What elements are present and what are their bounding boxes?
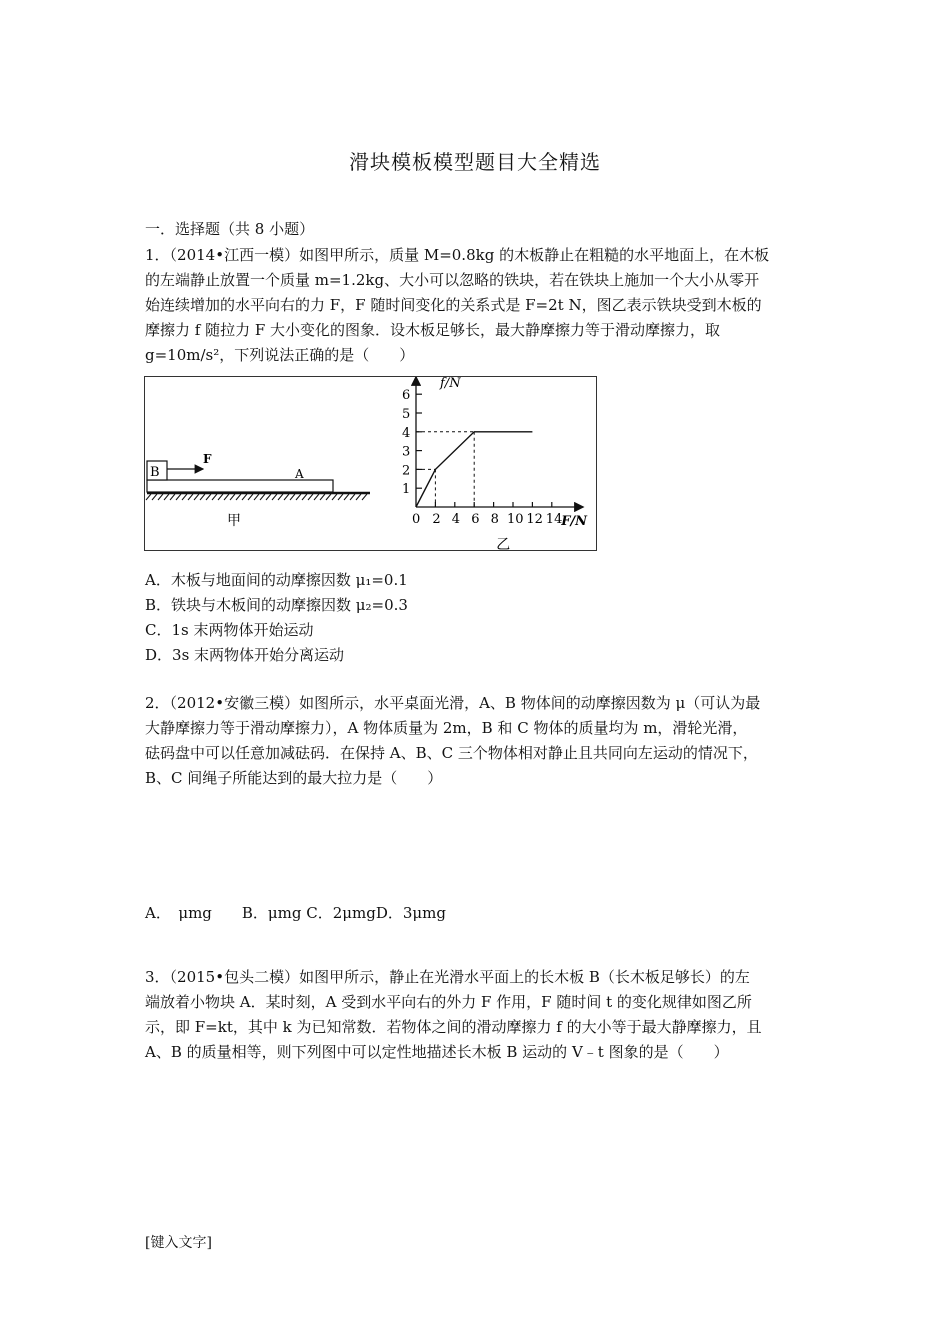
q3-line: 端放着小物块 A．某时刻，A 受到水平向右的外力 F 作用，F 随时间 t 的变化规律如图乙所: [145, 993, 752, 1011]
q1-line: 摩擦力 f 随拉力 F 大小变化的图象．设木板足够长，最大静摩擦力等于滑动摩擦力，取: [145, 321, 721, 339]
hatch-mark: [182, 494, 187, 500]
q1-option-c: C．1s 末两物体开始运动: [145, 621, 314, 639]
x-axis-label: F/N: [561, 514, 588, 529]
hatch-mark: [344, 494, 349, 500]
ground-hatch: [146, 494, 367, 500]
q2-line: 2．（2012•安徽三模）如图所示，水平桌面光滑，A、B 物体间的动摩擦因数为 μ（可认为最: [145, 694, 761, 712]
hatch-mark: [356, 494, 361, 500]
y-tick-label: 6: [402, 388, 411, 404]
y-tick-label: 3: [402, 444, 411, 460]
hatch-mark: [314, 494, 319, 500]
hatch-mark: [272, 494, 277, 500]
q3-line: 示，即 F=kt，其中 k 为已知常数．若物体之间的滑动摩擦力 f 的大小等于最大静摩擦力，且: [145, 1018, 762, 1036]
origin-label: 0: [412, 512, 421, 527]
q1-line: 的左端静止放置一个质量 m=1.2kg、大小可以忽略的铁块，若在铁块上施加一个大小从零开: [145, 271, 760, 289]
page-title: 滑块模板模型题目大全精选: [349, 150, 601, 174]
q2-line: B、C 间绳子所能达到的最大拉力是（ ）: [145, 769, 443, 787]
q2-options: A． μmg B．μmg C．2μmgD．3μmg: [145, 904, 447, 922]
y-tick-label: 4: [402, 425, 411, 441]
hatch-mark: [362, 494, 367, 500]
q3-line: A、B 的质量相等，则下列图中可以定性地描述长木板 B 运动的 V﹣t 图象的是（ ）: [145, 1043, 729, 1061]
hatch-mark: [248, 494, 253, 500]
q1-line: 1．（2014•江西一模）如图甲所示，质量 M=0.8kg 的木板静止在粗糙的水平地面上，在木板: [145, 246, 770, 264]
q1-figure-svg: [145, 377, 598, 552]
x-tick-label: 14: [545, 512, 563, 527]
hatch-mark: [206, 494, 211, 500]
wooden-board: [147, 480, 333, 492]
hatch-mark: [218, 494, 223, 500]
hatch-mark: [164, 494, 169, 500]
y-tick-label: 2: [402, 463, 411, 479]
hatch-mark: [200, 494, 205, 500]
hatch-mark: [152, 494, 157, 500]
q1-figure: [144, 376, 597, 551]
hatch-mark: [176, 494, 181, 500]
block-a-label: A: [295, 467, 304, 481]
friction-chart: [402, 377, 588, 552]
hatch-mark: [236, 494, 241, 500]
hatch-mark: [242, 494, 247, 500]
hatch-mark: [254, 494, 259, 500]
force-label: F: [203, 452, 212, 466]
x-tick-label: 6: [471, 512, 480, 527]
hatch-mark: [158, 494, 163, 500]
hatch-mark: [290, 494, 295, 500]
q3-line: 3．（2015•包头二模）如图甲所示，静止在光滑水平面上的长木板 B（长木板足够长）的左: [145, 968, 750, 986]
q1-option-b: B．铁块与木板间的动摩擦因数 μ₂=0.3: [145, 596, 408, 614]
y-axis-label: f/N: [440, 377, 461, 391]
hatch-mark: [302, 494, 307, 500]
q1-line: g=10m/s²，下列说法正确的是（ ）: [145, 346, 415, 364]
hatch-mark: [170, 494, 175, 500]
block-b-label: B: [150, 465, 160, 480]
y-tick-label: 1: [402, 482, 411, 498]
hatch-mark: [296, 494, 301, 500]
hatch-mark: [194, 494, 199, 500]
hatch-mark: [320, 494, 325, 500]
footer-placeholder: [键入文字]: [145, 1235, 212, 1251]
hatch-mark: [326, 494, 331, 500]
fig-jia-label: 甲: [227, 513, 241, 529]
q1-option-d: D．3s 末两物体开始分离运动: [145, 646, 345, 664]
fig-yi-label: 乙: [496, 537, 511, 552]
hatch-mark: [260, 494, 265, 500]
hatch-mark: [284, 494, 289, 500]
q2-line: 砝码盘中可以任意加减砝码．在保持 A、B、C 三个物体相对静止且共同向左运动的情况下，: [145, 744, 758, 762]
q2-line: 大静摩擦力等于滑动摩擦力），A 物体质量为 2m，B 和 C 物体的质量均为 m，滑轮光滑，: [145, 719, 748, 737]
x-tick-label: 4: [451, 512, 461, 527]
hatch-mark: [350, 494, 355, 500]
setup-diagram: [146, 452, 370, 529]
hatch-mark: [230, 494, 235, 500]
hatch-mark: [212, 494, 217, 500]
x-tick-label: 10: [507, 512, 524, 527]
hatch-mark: [266, 494, 271, 500]
hatch-mark: [332, 494, 337, 500]
hatch-mark: [278, 494, 283, 500]
section-heading: 一．选择题（共 8 小题）: [145, 220, 315, 238]
x-tick-label: 8: [490, 512, 499, 527]
x-tick-label: 12: [526, 512, 543, 527]
hatch-mark: [188, 494, 193, 500]
x-tick-label: 2: [432, 512, 441, 527]
hatch-mark: [224, 494, 229, 500]
hatch-mark: [146, 494, 151, 500]
q1-line: 始连续增加的水平向右的力 F，F 随时间变化的关系式是 F=2t N，图乙表示铁块受到木板的: [145, 296, 762, 314]
hatch-mark: [308, 494, 313, 500]
hatch-mark: [338, 494, 343, 500]
y-tick-label: 5: [402, 407, 411, 422]
q1-option-a: A．木板与地面间的动摩擦因数 μ₁=0.1: [145, 571, 408, 589]
